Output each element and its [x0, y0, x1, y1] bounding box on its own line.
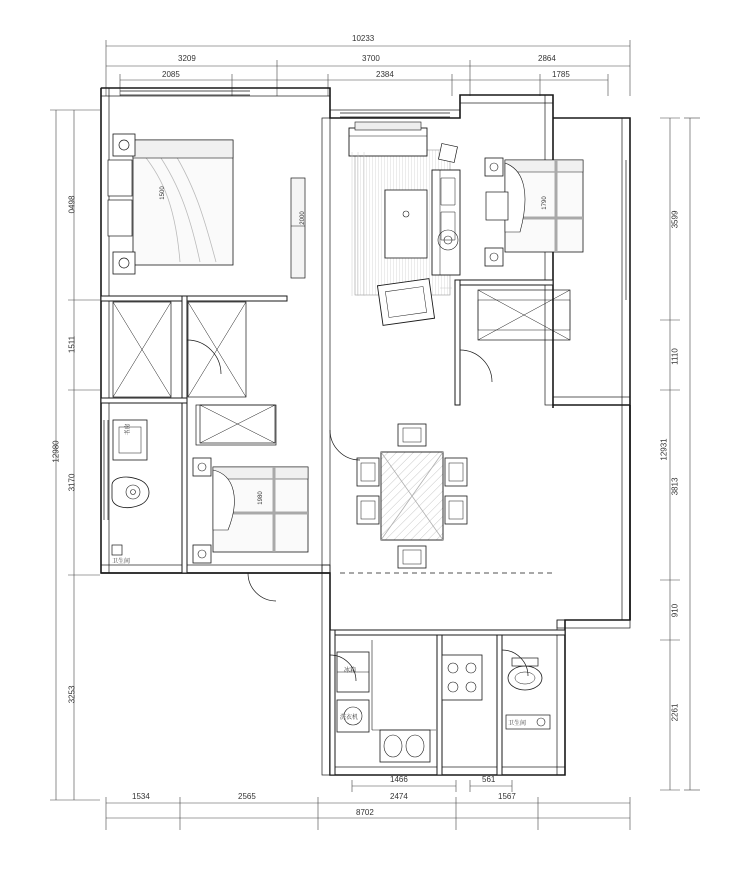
- dim-partition-2000: 2000: [300, 211, 306, 225]
- dim-top-3209: 3209: [178, 54, 196, 63]
- room-label-study: 书房: [125, 423, 132, 436]
- dim-top-1785: 1785: [552, 70, 570, 79]
- master-bedroom-furniture: [108, 134, 246, 397]
- label-washing-machine: 洗衣机: [340, 715, 359, 721]
- dim-bottom-1567: 1567: [498, 792, 516, 801]
- dim-bed3-1790: 1790: [542, 196, 548, 210]
- kitchen-fixtures: [337, 640, 482, 762]
- dim-top-2384: 2384: [376, 70, 394, 79]
- dim-left-0498: 0498: [67, 195, 77, 214]
- dim-bottom-1466: 1466: [390, 775, 408, 784]
- dim-left-outer: 12980: [51, 440, 61, 463]
- bedroom3-furniture: [478, 158, 583, 340]
- dim-bottom-2474: 2474: [390, 792, 408, 801]
- dim-right-3599: 3599: [670, 210, 680, 229]
- dim-bottom-outer: 8702: [356, 808, 374, 817]
- dim-top-2864: 2864: [538, 54, 556, 63]
- dim-right-3813: 3813: [670, 477, 680, 496]
- dim-bottom-1534: 1534: [132, 792, 150, 801]
- label-refrigerator: 冰箱: [344, 668, 357, 674]
- living-room-furniture: [291, 122, 460, 325]
- dim-right-910: 910: [670, 603, 680, 618]
- dim-right-1110: 1110: [670, 348, 680, 365]
- bedroom2-furniture: [193, 405, 308, 563]
- dim-bottom-2565: 2565: [238, 792, 256, 801]
- interior-partitions: [101, 280, 565, 775]
- dim-bottom-561: 561: [482, 775, 496, 784]
- dim-left-3170: 3170: [67, 473, 77, 492]
- dining-furniture: [357, 424, 467, 568]
- dim-top-outer: 10233: [352, 34, 375, 43]
- dim-top-2085: 2085: [162, 70, 180, 79]
- dim-left-1511: 1511: [67, 335, 77, 354]
- dim-left-3253: 3253: [67, 685, 77, 704]
- dim-right-2261: 2261: [670, 703, 680, 722]
- room-label-bath-left: 卫生间: [112, 559, 131, 565]
- dim-right-outer: 12931: [659, 438, 669, 461]
- dim-top-3700: 3700: [362, 54, 380, 63]
- dim-bed-1500: 1500: [160, 186, 166, 200]
- room-label-bath-right: 卫生间: [508, 721, 527, 727]
- dim-bed2-1980: 1980: [258, 491, 264, 505]
